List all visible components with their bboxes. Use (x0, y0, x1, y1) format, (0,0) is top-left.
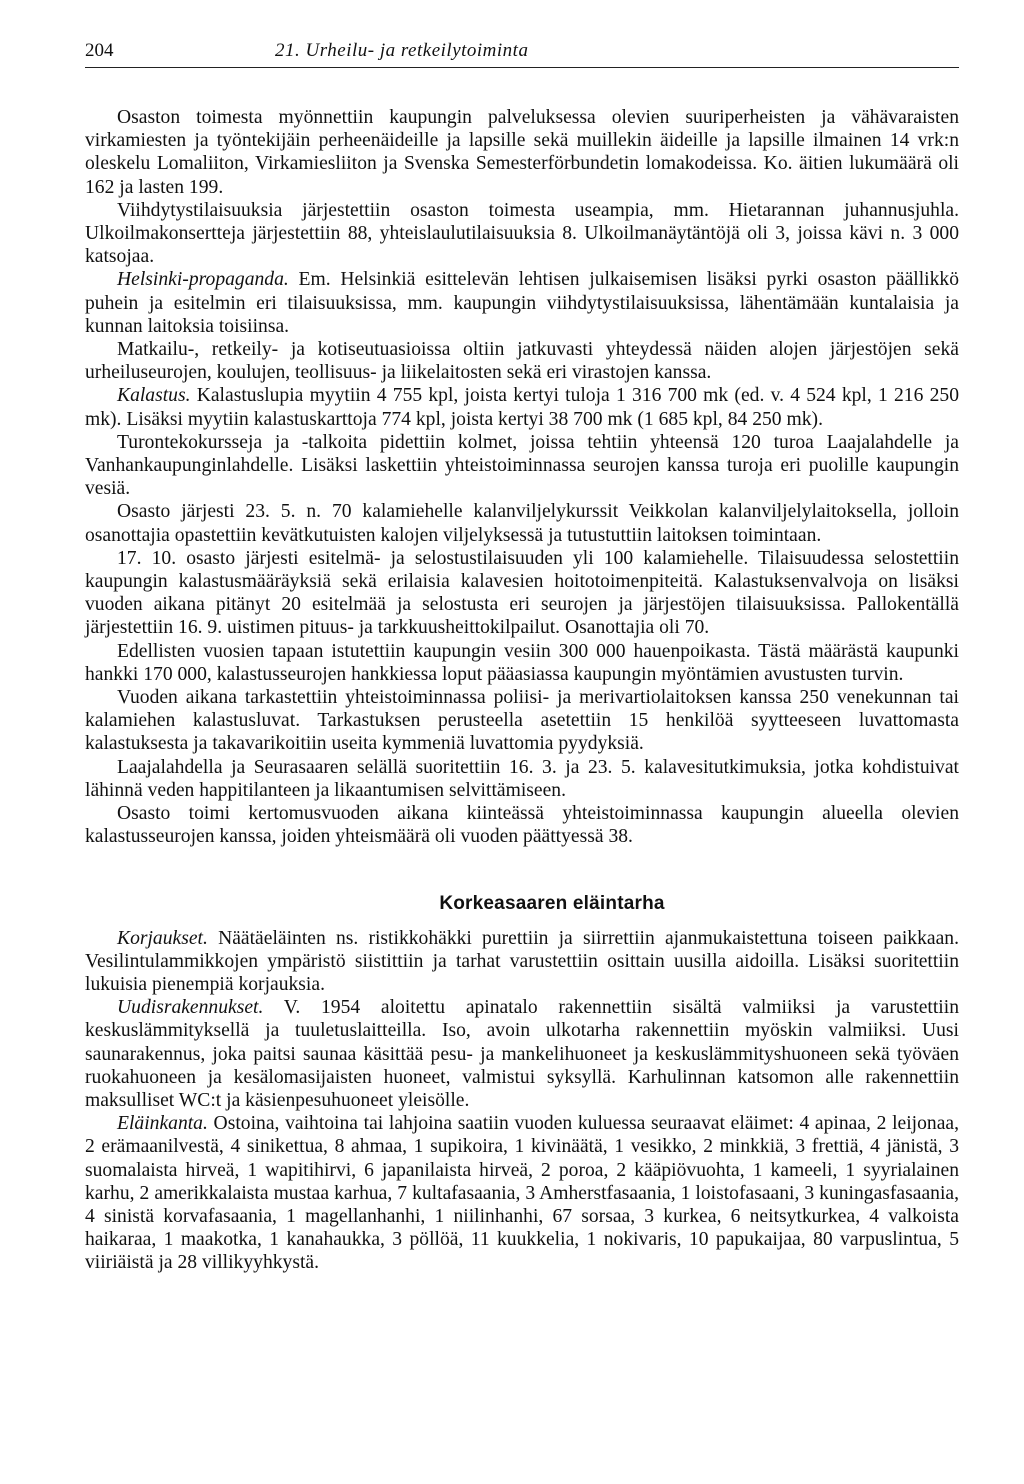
paragraph (85, 547, 959, 640)
paragraph-text: Em. Helsinkiä esittelevän lehtisen julkaisemisen lisäksi pyrki osaston päällikkö puhein ja esitelmin eri tilaisuuksissa, mm. kaupungin viihdytystilaisuuksissa, lähentämään kuntalaisia ja kunnan laitoksia toisiinsa. (85, 269, 959, 337)
section-zoo (85, 927, 959, 1275)
paragraph-text: Vuoden aikana tarkastettiin yhteistoiminnassa poliisi- ja merivartiolaitoksen kanssa 250 venekunnan tai kalamiehen kalastusluvat. Tarkastuksen perusteella asetettiin 15 henkilöä syytteeseen luvattomasta kalastuksesta ja takavarikoitiin useita kymmeniä luvattomia pyydyksiä. (85, 687, 959, 755)
paragraph (85, 384, 959, 430)
paragraph (85, 1112, 959, 1274)
paragraph-text: Osasto toimi kertomusvuoden aikana kiinteässä yhteistoiminnassa kaupungin alueella olevien kalastusseurojen kanssa, joiden yhteismäärä oli vuoden päättyessä 38. (85, 803, 959, 848)
paragraph-text: Viihdytystilaisuuksia järjestettiin osaston toimesta useampia, mm. Hietarannan juhannusjuhla. Ulkoilmakonsertteja järjestettiin 88, yhteislaulutilaisuuksia 8. Ulkoilmanäytäntöjä oli 3, joissa kävi n. 3 000 katsojaa. (85, 199, 959, 268)
section-title-zoo: Korkeasaaren eläintarha (439, 892, 665, 914)
paragraph (85, 996, 959, 1112)
paragraph-lead: Kalastus. (117, 385, 191, 407)
page-header (85, 40, 959, 68)
paragraph-text: V. 1954 aloitettu apinatalo rakennettiin sisältä valmiiksi ja varustettiin keskuslämmityksellä ja tuuletuslaitteilla. Iso, avoin ulkotarha rakennettiin myöskin valmiiksi. Uusi saunarakennus, joka paitsi saunaa käsittää pesu- ja mankelihuoneet ja keskuslämmityshuoneen sekä työväen ruokahuoneen ja kesälomasijaisten huoneet, valmistui syksyllä. Karhulinnan katsomon alle rakennettiin maksulliset WC:t ja käsienpesuhuoneet yleisölle. (85, 997, 959, 1111)
paragraph (85, 756, 959, 802)
paragraph (85, 927, 959, 997)
page-number: 204 (85, 40, 114, 61)
paragraph (85, 338, 959, 384)
paragraph-text: Edellisten vuosien tapaan istutettiin kaupungin vesiin 300 000 hauenpoikasta. Tästä määrästä kaupunki hankki 170 000, kalastusseurojen hankkiessa loput pääasiassa kaupungin myöntämien avustusten turvin. (85, 640, 959, 685)
paragraph (85, 199, 959, 269)
paragraph-lead: Helsinki-propaganda. (117, 269, 289, 291)
paragraph (85, 802, 959, 848)
paragraph-text: Osasto järjesti 23. 5. n. 70 kalamiehelle kalanviljelykurssit Veikkolan kalanviljelylaitoksella, jolloin osanottajia opastettiin kevätkutuisten kalojen viljelyksessä ja tutustuttiin laitoksen toimintaan. (85, 501, 959, 546)
section-sports-outdoor (85, 106, 959, 849)
running-title: 21. Urheilu- ja retkeilytoiminta (275, 40, 529, 61)
paragraph-text: Näätäeläinten ns. ristikkohäkki purettiin ja siirrettiin ajanmukaistettuna toiseen paikkaan. Vesilintulammikkojen ympäristö siistittiin ja tarhat varustettiin osittain uusilla aidoilla. Lisäksi suoritettiin lukuisia pienempiä korjauksia. (85, 927, 959, 995)
paragraph-lead: Uudisrakennukset. (117, 997, 264, 1019)
paragraph-text: Kalastuslupia myytiin 4 755 kpl, joista kertyi tuloja 1 316 700 mk (ed. v. 4 524 kpl, 1 216 250 mk). Lisäksi myytiin kalastuskarttoja 774 kpl, joista kertyi 38 700 mk (1 685 kpl, 84 250 mk). (85, 385, 959, 430)
paragraph-text: Matkailu-, retkeily- ja kotiseutuasioissa oltiin jatkuvasti yhteydessä näiden alojen järjestöjen sekä urheiluseurojen, koulujen, teollisuus- ja liikelaitosten sekä eri virastojen kanssa. (85, 339, 959, 384)
paragraph (85, 431, 959, 501)
paragraph-text: 17. 10. osasto järjesti esitelmä- ja selostustilaisuuden yli 100 kalamiehelle. Tilaisuudessa selostettiin kaupungin kalastusmääräyksiä sekä erilaisia kalavesien hoitotoimenpiteitä. Kalastuksenvalvoja on lisäksi vuoden aikana pitänyt 20 esitelmää ja selostusta eri seurojen ja järjestöjen tilaisuuksissa. Pallokentällä järjestettiin 16. 9. uistimen pituus- ja tarkkuusheittokilpailut. Osanottajia oli 70. (85, 547, 959, 639)
paragraph-text: Osaston toimesta myönnettiin kaupungin palveluksessa olevien suuriperheisten ja vähävaraisten virkamiesten ja työntekijäin perheenäideille ja lapsille sekä muillekin äideille ja lapsille ilmainen 14 vrk:n oleskelu Lomaliiton, Virkamiesliiton ja Svenska Semesterförbundetin lomakodeissa. Ko. äitien lukumäärä oli 162 ja lasten 199. (85, 107, 959, 198)
paragraph-text: Ostoina, vaihtoina tai lahjoina saatiin vuoden kuluessa seuraavat eläimet: 4 apinaa, 2 leijonaa, 2 erämaanilvestä, 4 sinikettua, 8 ahmaa, 1 supikoira, 1 kivinäätä, 1 vesikko, 2 minkkiä, 3 frettiä, 4 jänistä, 3 suomalaista hirveä, 1 wapitihirvi, 6 japanilaista hirveä, 2 poroa, 2 kääpiövuohta, 1 kameeli, 1 syyrialainen karhu, 2 amerikkalaista mustaa karhua, 7 kultafasaania, 3 Amherstfasaania, 1 loistofasaani, 3 kuningasfasaania, 4 sinistä korvafasaania, 1 magellanhanhi, 1 niilinhanhi, 67 sorsaa, 3 kurkea, 6 neitsytkurkea, 4 valkoista haikaraa, 1 maakotka, 1 kanahaukka, 3 pöllöä, 11 kuukkelia, 1 nokivaris, 10 papukaijaa, 80 varpuslintua, 5 viiriäistä ja 28 villikyyhkystä. (85, 1113, 959, 1274)
paragraph (85, 640, 959, 686)
paragraph-lead: Korjaukset. (117, 927, 208, 949)
paragraph-lead: Eläinkanta. (117, 1113, 208, 1135)
paragraph (85, 686, 959, 756)
paragraph-text: Laajalahdella ja Seurasaaren selällä suoritettiin 16. 3. ja 23. 5. kalavesitutkimuksia, jotka kohdistuivat lähinnä veden happitilanteen ja likaantumisen selvittämiseen. (85, 756, 959, 801)
paragraph (85, 268, 959, 338)
paragraph (85, 500, 959, 546)
paragraph (85, 106, 959, 199)
paragraph-text: Turontekokursseja ja -talkoita pidettiin kolmet, joissa tehtiin yhteensä 120 turoa Laajalahdelle ja Vanhankaupunginlahdelle. Lisäksi laskettiin yhteistoiminnassa seurojen kanssa turoja eri puolille kaupungin vesiä. (85, 431, 959, 500)
